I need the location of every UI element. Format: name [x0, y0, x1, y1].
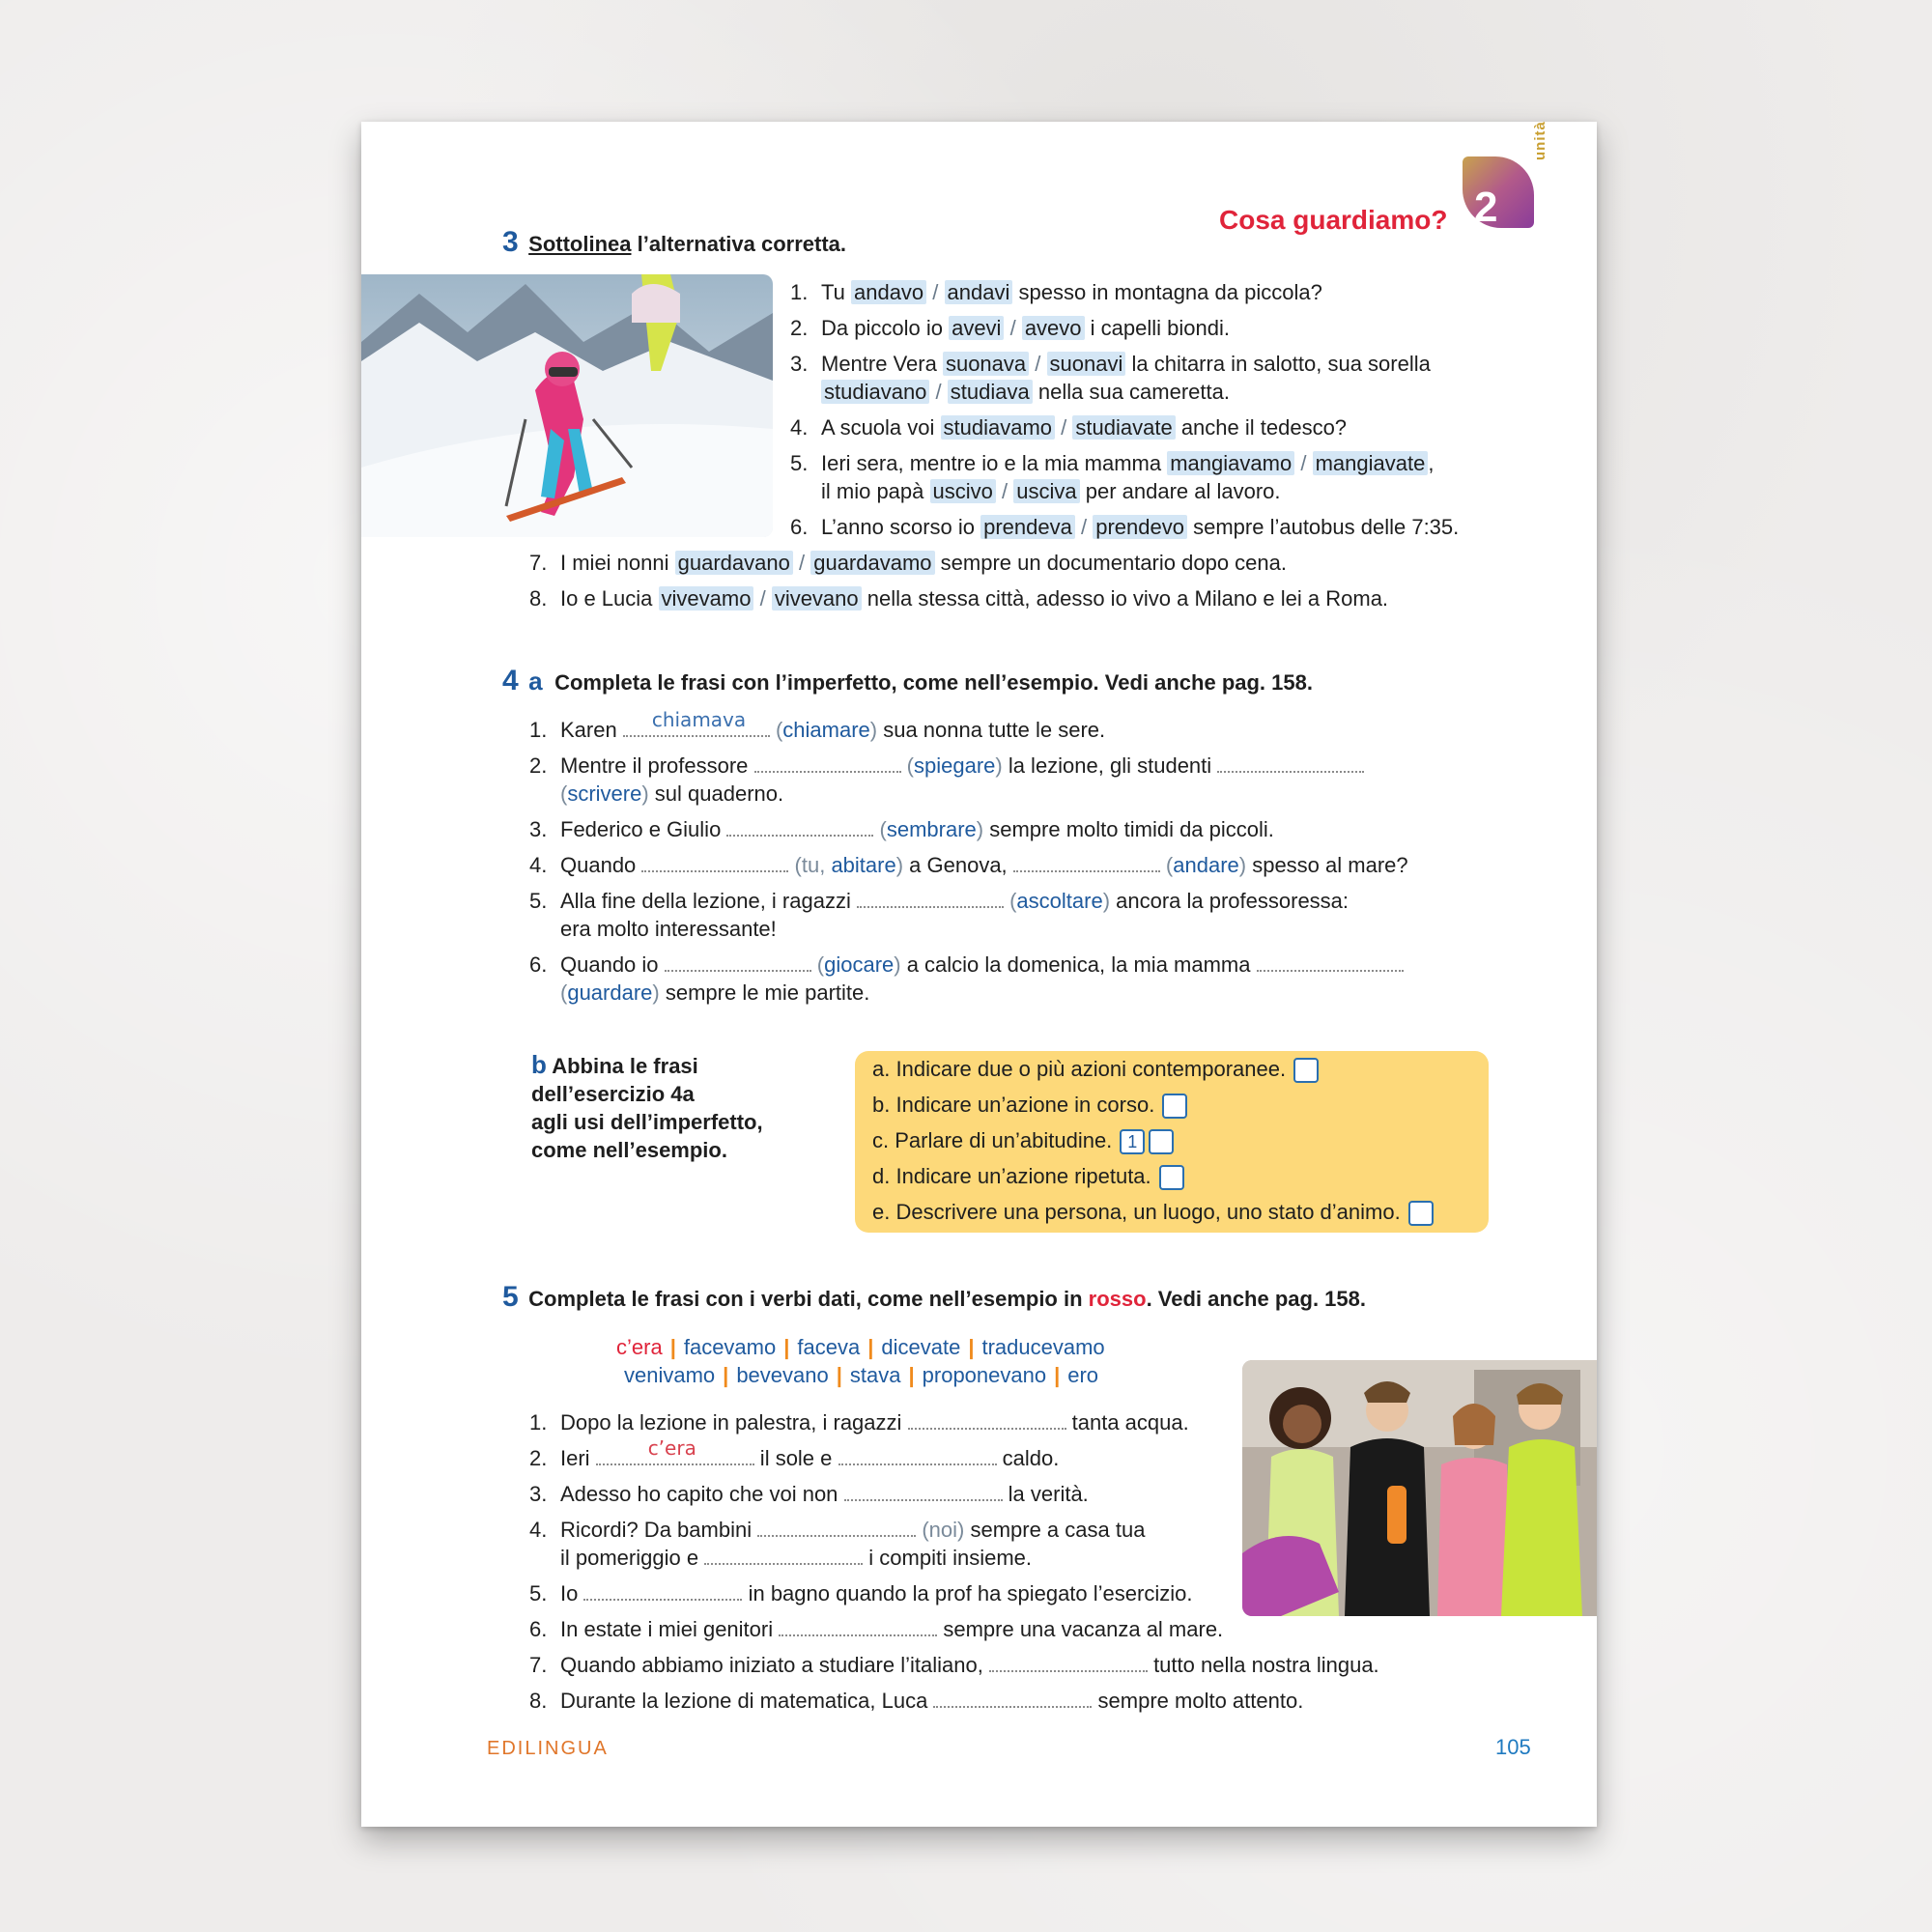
ex3-item-4: 4. A scuola voi studiavamo / studiavate anche il tedesco? [790, 415, 1348, 440]
answer-blank[interactable] [1013, 855, 1160, 872]
answer-blank[interactable] [754, 755, 901, 773]
answer-checkbox[interactable] [1162, 1094, 1187, 1119]
unit-number: 2 [1474, 184, 1498, 231]
option[interactable]: studiavate [1072, 415, 1175, 440]
option[interactable]: vivevano [772, 586, 862, 611]
ex3-title: Sottolinea l’alternativa corretta. [528, 232, 847, 256]
usage-option-a: a. Indicare due o più azioni contemporanee. [872, 1057, 1319, 1083]
textbook-page [361, 122, 1597, 1827]
option[interactable]: usciva [1013, 479, 1079, 503]
example-tag: 1 [1120, 1129, 1145, 1154]
ex5-item-7: 7. Quando abbiamo iniziato a studiare l’italiano, tutto nella nostra lingua. [529, 1653, 1379, 1677]
answer-blank[interactable] [933, 1690, 1092, 1708]
answer-checkbox[interactable] [1293, 1058, 1319, 1083]
bank-word: venivamo [624, 1363, 716, 1387]
example-answer: chiamava [651, 708, 747, 731]
ex4a-item-6-cont: (guardare) sempre le mie partite. [560, 980, 870, 1005]
answer-blank[interactable] [857, 891, 1004, 908]
bank-word: traducevamo [981, 1335, 1105, 1359]
answer-blank[interactable] [596, 1436, 754, 1465]
ex4b-letter: b [531, 1050, 547, 1079]
ex5-number: 5 [502, 1281, 519, 1313]
ex3-heading [502, 226, 846, 259]
ex4a-item-1: 1. Karen chiamava (chiamare) sua nonna tutte le sere. [529, 708, 1106, 742]
answer-blank[interactable] [583, 1583, 742, 1601]
bank-word: c’era [616, 1335, 663, 1359]
ex4a-heading [502, 665, 1313, 697]
option[interactable]: avevo [1022, 316, 1085, 340]
ex5-item-3: 3. Adesso ho capito che voi non la verità. [529, 1482, 1089, 1506]
page-number: 105 [1495, 1735, 1531, 1759]
answer-blank[interactable] [989, 1655, 1148, 1672]
usage-option-e: e. Descrivere una persona, un luogo, uno stato d’animo. [872, 1200, 1434, 1226]
ex4a-item-3: 3. Federico e Giulio (sembrare) sempre molto timidi da piccoli. [529, 817, 1274, 841]
ex3-item-3-cont: studiavano / studiava nella sua cameretta. [790, 378, 1230, 406]
option[interactable]: suonavi [1047, 352, 1126, 376]
bank-word: dicevate [881, 1335, 961, 1359]
option[interactable]: guardavano [675, 551, 793, 575]
ex5-item-8: 8. Durante la lezione di matematica, Luca sempre molto attento. [529, 1689, 1304, 1713]
bank-word: bevevano [736, 1363, 829, 1387]
option[interactable]: prendeva [980, 515, 1075, 539]
usage-option-b: b. Indicare un’azione in corso. [872, 1093, 1187, 1119]
ex4a-item-5: 5. Alla fine della lezione, i ragazzi (ascoltare) ancora la professoressa: [529, 889, 1350, 913]
option[interactable]: guardavamo [810, 551, 934, 575]
word-bank-row-2: venivamo | bevevano | stava | proponevano | ero [624, 1363, 1099, 1387]
ex4a-item-6: 6. Quando io (giocare) a calcio la domenica, la mia mamma [529, 951, 1404, 979]
ex3-item-2: 2. Da piccolo io avevi / avevo i capelli biondi. [790, 316, 1230, 340]
option[interactable]: suonava [943, 352, 1029, 376]
answer-blank[interactable] [726, 819, 873, 837]
answer-blank[interactable] [757, 1520, 916, 1537]
ex4b-instructions: b Abbina le frasi dell’esercizio 4a agli usi dell’imperfetto, come nell’esempio. [531, 1050, 763, 1162]
ex5-item-4: 4. Ricordi? Da bambini (noi) sempre a casa tua [529, 1518, 1146, 1542]
option[interactable]: andavi [945, 280, 1013, 304]
option[interactable]: studiavamo [941, 415, 1056, 440]
ex5-heading [502, 1281, 1366, 1314]
option[interactable]: andavo [851, 280, 926, 304]
ex5-item-4-cont: il pomeriggio e i compiti insieme. [560, 1546, 1033, 1570]
ex4a-item-4: 4. Quando (tu, abitare) a Genova, (andare) spesso al mare? [529, 853, 1408, 877]
ex3-item-7: 7. I miei nonni guardavano / guardavamo sempre un documentario dopo cena. [529, 551, 1287, 575]
ex5-item-2: 2. Ieri c’era il sole e caldo. [529, 1436, 1060, 1470]
bank-word: proponevano [922, 1363, 1047, 1387]
usage-options-box [855, 1051, 1489, 1233]
ex3-item-1: 1. Tu andavo / andavi spesso in montagna da piccola? [790, 280, 1322, 304]
option[interactable]: mangiavate [1313, 451, 1429, 475]
ex3-item-8: 8. Io e Lucia vivevamo / vivevano nella stessa città, adesso io vivo a Milano e lei a Roma. [529, 586, 1389, 611]
bank-word: faceva [797, 1335, 861, 1359]
answer-blank[interactable] [838, 1448, 997, 1465]
answer-blank[interactable] [779, 1619, 937, 1636]
unit-title: Cosa guardiamo? [1219, 205, 1448, 235]
word-bank-row-1: c’era | facevamo | faceva | dicevate | traducevamo [616, 1335, 1105, 1359]
answer-checkbox[interactable] [1159, 1165, 1184, 1190]
answer-blank[interactable] [665, 954, 811, 972]
option[interactable]: studiavano [821, 380, 929, 404]
option[interactable]: mangiavamo [1167, 451, 1294, 475]
example-answer: c’era [647, 1436, 696, 1460]
ex4a-item-2-cont: (scrivere) sul quaderno. [560, 781, 784, 806]
ex3-item-5: 5. Ieri sera, mentre io e la mia mamma mangiavamo / mangiavate , [790, 451, 1435, 475]
ex4a-item-5-cont: era molto interessante! [560, 917, 777, 941]
ex4a-title: Completa le frasi con l’imperfetto, come nell’esempio. Vedi anche pag. 158. [554, 670, 1313, 695]
answer-blank[interactable] [908, 1412, 1066, 1430]
bank-word: stava [849, 1363, 901, 1387]
ex4-number: 4 [502, 665, 519, 696]
ex5-item-6: 6. In estate i miei genitori sempre una vacanza al mare. [529, 1617, 1224, 1641]
answer-checkbox[interactable] [1149, 1129, 1174, 1154]
ex3-item-3: 3. Mentre Vera suonava / suonavi la chitarra in salotto, sua sorella [790, 352, 1431, 376]
option[interactable]: studiava [948, 380, 1033, 404]
ex5-item-1: 1. Dopo la lezione in palestra, i ragazzi tanta acqua. [529, 1410, 1189, 1435]
skiing-girl-photo [361, 274, 773, 537]
option[interactable]: vivevamo [659, 586, 754, 611]
ex3-item-5-cont: il mio papà uscivo / usciva per andare al lavoro. [821, 479, 1281, 503]
answer-blank[interactable] [844, 1484, 1003, 1501]
publisher-logo: EDILINGUA [487, 1738, 609, 1759]
answer-blank[interactable] [704, 1548, 863, 1565]
bank-word: ero [1067, 1363, 1099, 1387]
ex5-item-5: 5. Io in bagno quando la prof ha spiegato l’esercizio. [529, 1581, 1193, 1605]
friends-gym-photo [1242, 1360, 1597, 1616]
option[interactable]: avevi [949, 316, 1004, 340]
bank-word: facevamo [683, 1335, 777, 1359]
unit-word: unità [1532, 121, 1548, 160]
ex5-title: Completa le frasi con i verbi dati, come nell’esempio in rosso. Vedi anche pag. 158. [528, 1287, 1366, 1311]
ex4a-item-2: 2. Mentre il professore (spiegare) la lezione, gli studenti [529, 752, 1364, 780]
ex4a-letter: a [528, 667, 543, 696]
answer-blank[interactable] [1257, 954, 1404, 972]
answer-checkbox[interactable] [1408, 1201, 1434, 1226]
answer-blank[interactable] [641, 855, 788, 872]
usage-option-c: c. Parlare di un’abitudine. 1 [872, 1128, 1174, 1154]
usage-option-d: d. Indicare un’azione ripetuta. [872, 1164, 1184, 1190]
ex3-number: 3 [502, 226, 519, 258]
option[interactable]: uscivo [930, 479, 996, 503]
answer-blank[interactable] [1217, 755, 1364, 773]
option[interactable]: prendevo [1093, 515, 1187, 539]
answer-blank[interactable] [623, 708, 770, 737]
ex3-item-6: 6. L’anno scorso io prendeva / prendevo sempre l’autobus delle 7:35. [790, 515, 1460, 539]
